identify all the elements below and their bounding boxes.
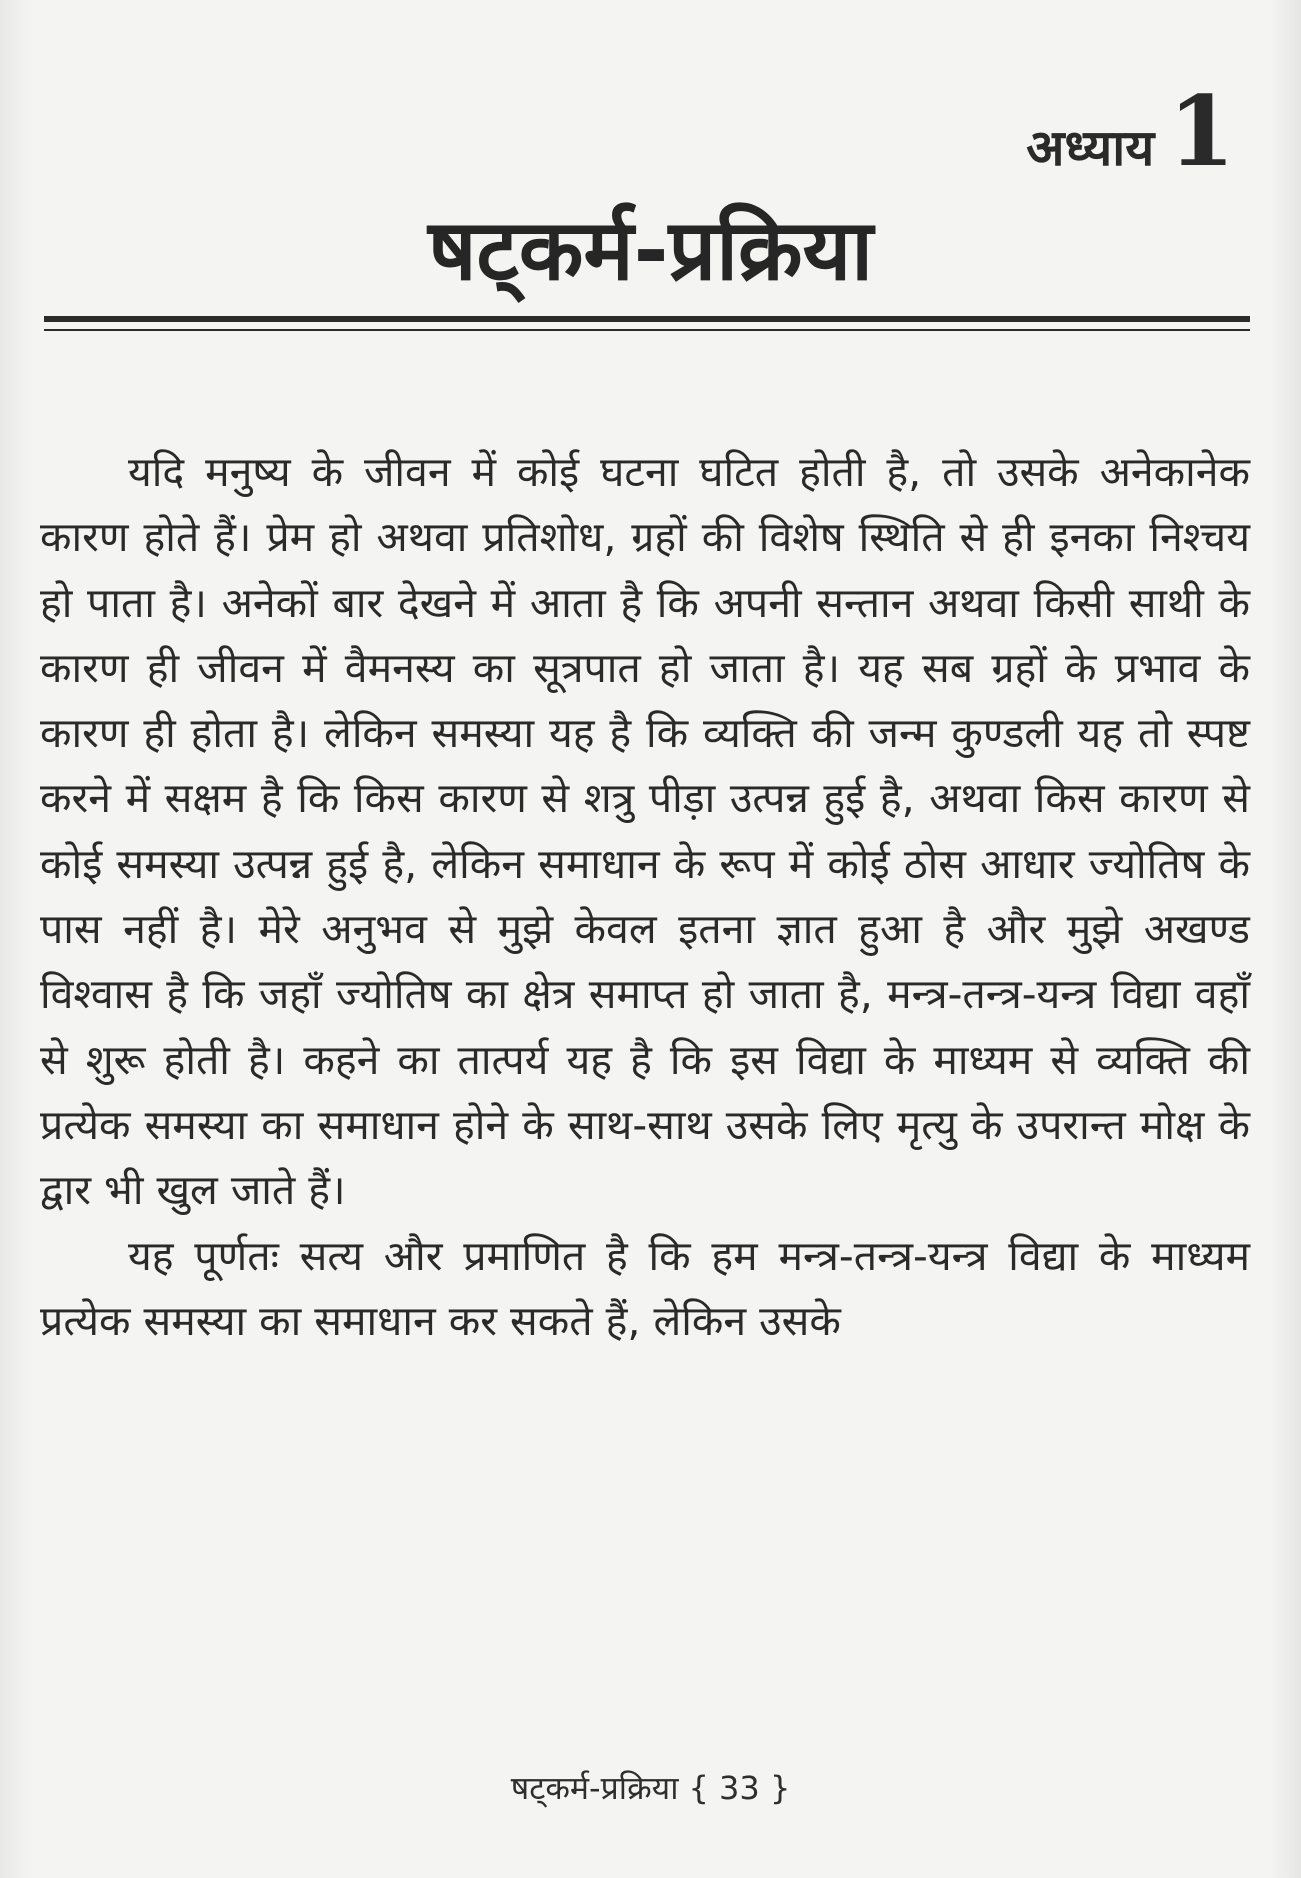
footer-title: षट्कर्म-प्रक्रिया xyxy=(510,1769,679,1807)
title-rule-thin xyxy=(44,329,1250,331)
page-number: { 33 } xyxy=(688,1769,791,1807)
body-text xyxy=(40,440,1250,1354)
paragraph-1: यदि मनुष्य के जीवन में कोई घटना घटित होती है, तो उसके अनेकानेक कारण होते हैं। प्रेम हो अथवा प्रतिशोध, ग्रहों की विशेष स्थिति से ही इनका निश्चय हो पाता है। अनेकों बार देखने में आता है कि अपनी सन्तान अथवा किसी साथी के कारण ही जीवन में वैमनस्य का सूत्रपात हो जाता है। यह सब ग्रहों के प्रभाव के कारण ही होता है। लेकिन समस्या यह है कि व्यक्ति की जन्म कुण्डली यह तो स्पष्ट करने में सक्षम है कि किस कारण से शत्रु पीड़ा उत्पन्न हुई है, अथवा किस कारण से कोई समस्या उत्पन्न हुई है, लेकिन समाधान के रूप में कोई ठोस आधार ज्योतिष के पास नहीं है। मेरे अनुभव से मुझे केवल इतना ज्ञात हुआ है और मुझे अखण्ड विश्वास है कि जहाँ ज्योतिष का क्षेत्र समाप्त हो जाता है, मन्त्र-तन्त्र-यन्त्र विद्या वहाँ से शुरू होती है। कहने का तात्पर्य यह है कि इस विद्या के माध्यम से व्यक्ति की प्रत्येक समस्या का समाधान होने के साथ-साथ उसके लिए मृत्यु के उपरान्त मोक्ष के द्वार भी खुल जाते हैं। xyxy=(40,448,1250,1215)
paragraph-2: यह पूर्णतः सत्य और प्रमाणित है कि हम मन्त्र-तन्त्र-यन्त्र विद्या के माध्यम प्रत्येक समस्या का समाधान कर सकते हैं, लेकिन उसके xyxy=(40,1231,1250,1345)
title-rule-thick xyxy=(44,316,1250,322)
chapter-heading xyxy=(1026,75,1235,188)
chapter-number: 1 xyxy=(1168,75,1235,188)
chapter-label: अध्याय xyxy=(1026,119,1155,177)
chapter-title: षट्कर्म-प्रक्रिया xyxy=(427,201,874,299)
page-footer xyxy=(0,1764,1301,1812)
